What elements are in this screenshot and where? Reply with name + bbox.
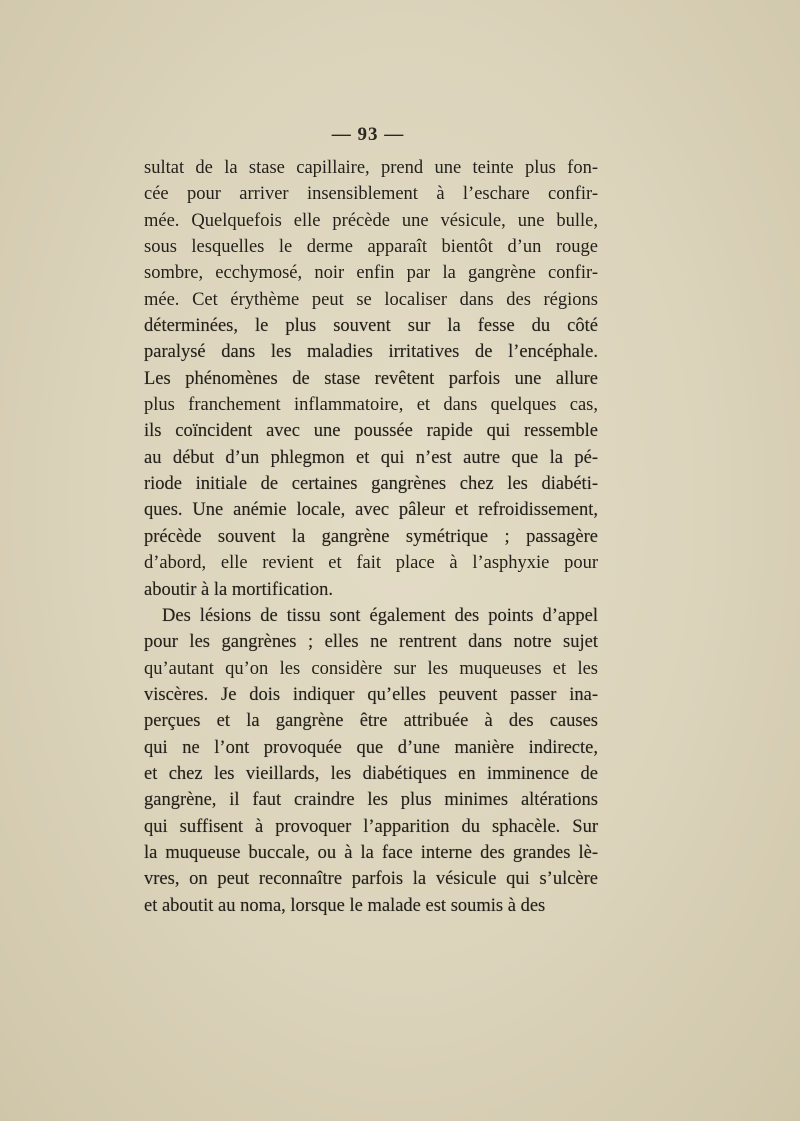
text-line: d’abord, elle revient et fait place à l’asphyxie pour <box>144 553 598 574</box>
text-line: Des lésions de tissu sont également des points d’appel <box>162 605 598 626</box>
text-line: vres, on peut reconnaître parfois la vésicule qui s’ulcère <box>144 869 598 890</box>
text-line: sous lesquelles le derme apparaît bientôt d’un rouge <box>144 237 598 258</box>
body-text <box>144 155 598 919</box>
text-line: précède souvent la gangrène symétrique ; passagère <box>144 526 598 547</box>
text-line: la muqueuse buccale, ou à la face interne des grandes lè- <box>144 842 598 863</box>
text-line: mée. Cet érythème peut se localiser dans des régions <box>144 289 598 310</box>
text-line: et chez les vieillards, les diabétiques en imminence de <box>144 763 598 784</box>
text-line: cée pour arriver insensiblement à l’eschare confir- <box>144 184 598 205</box>
text-line: ils coïncident avec une poussée rapide qui ressemble <box>144 421 598 442</box>
text-line: aboutir à la mortification. <box>144 579 334 600</box>
page-number: — 93 — <box>331 124 405 145</box>
text-line: perçues et la gangrène être attribuée à des causes <box>144 711 598 732</box>
text-line: sombre, ecchymosé, noir enfin par la gangrène confir- <box>144 263 598 284</box>
text-line: plus franchement inflammatoire, et dans quelques cas, <box>144 395 598 416</box>
text-line: au début d’un phlegmon et qui n’est autre que la pé- <box>144 447 598 468</box>
text-line: qui suffisent à provoquer l’apparition du sphacèle. Sur <box>144 816 598 837</box>
text-line: Les phénomènes de stase revêtent parfois une allure <box>144 368 598 389</box>
text-line: qui ne l’ont provoquée que d’une manière indirecte, <box>144 737 598 758</box>
text-line: et aboutit au noma, lorsque le malade est soumis à des <box>144 895 546 916</box>
text-line: qu’autant qu’on les considère sur les muqueuses et les <box>144 658 598 679</box>
text-line: gangrène, il faut craindre les plus minimes altérations <box>144 790 598 811</box>
text-line: pour les gangrènes ; elles ne rentrent dans notre sujet <box>144 632 598 653</box>
text-line: paralysé dans les maladies irritatives de l’encéphale. <box>144 342 598 363</box>
text-line: ques. Une anémie locale, avec pâleur et refroidissement, <box>144 500 598 521</box>
text-line: sultat de la stase capillaire, prend une teinte plus fon- <box>144 158 598 178</box>
text-line: déterminées, le plus souvent sur la fesse du côté <box>144 316 598 337</box>
text-line: viscères. Je dois indiquer qu’elles peuvent passer ina- <box>144 684 598 705</box>
text-line: mée. Quelquefois elle précède une vésicule, une bulle, <box>144 210 598 231</box>
text-line: riode initiale de certaines gangrènes chez les diabéti- <box>144 474 598 495</box>
